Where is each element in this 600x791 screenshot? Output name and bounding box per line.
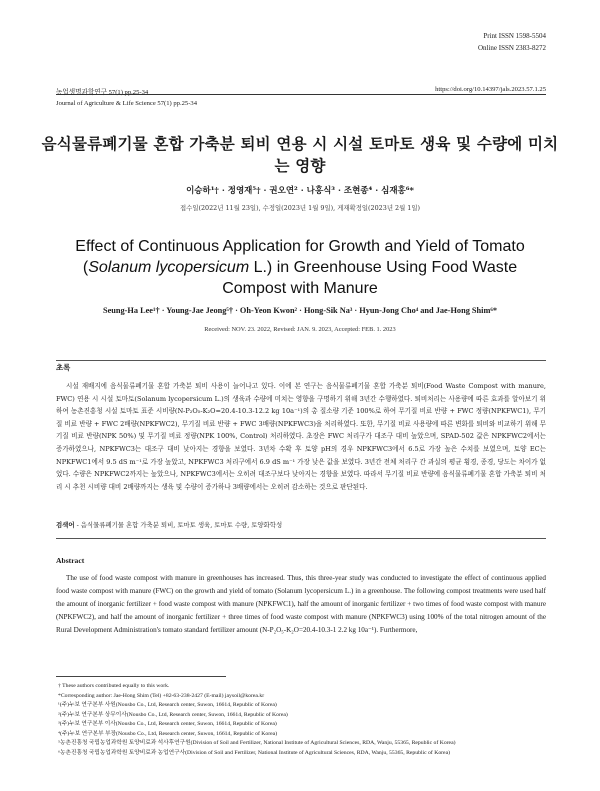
keywords-label: 검색어 xyxy=(56,521,75,529)
footnotes xyxy=(58,682,548,758)
title-korean: 음식물류폐기물 혼합 가축분 퇴비 연용 시 시설 토마토 생육 및 수량에 미치는 영향 xyxy=(41,134,559,175)
abstract-ko-top-rule xyxy=(56,360,546,361)
footnote-affiliation-1: ¹(주)누보 연구본부 사원(Nousbo Co., Ltd, Research center, Suwon, 16614, Republic of Korea) xyxy=(58,702,277,708)
title-english-part2: L.) in Greenhouse Using Food Waste Compost with Manure xyxy=(222,259,518,297)
journal-citation-ko: 농업생명과학연구 57(1) pp.25-34 xyxy=(56,89,149,96)
doi-link[interactable]: https://doi.org/10.14397/jals.2023.57.1.25 xyxy=(435,86,546,93)
authors-english: Seung-Ha Lee¹† · Young-Jae Jeong⁵† · Oh-Yeon Kwon² · Hong-Sik Na³ · Hyun-Jong Cho⁴ and Jae-Hong Shim⁶* xyxy=(102,306,498,315)
abstract-ko-heading: 초록 xyxy=(56,363,71,372)
footnote-affiliation-2: ²(주)누보 연구본부 상무이사(Nousbo Co., Ltd, Research center, Suwon, 16614, Republic of Korea) xyxy=(58,711,288,718)
journal-citation-en: Journal of Agriculture & Life Science 57(1) pp.25-34 xyxy=(56,100,197,107)
dates-english: Received: NOV. 23. 2022, Revised: JAN. 9. 2023, Accepted: FEB. 1. 2023 xyxy=(204,326,396,333)
title-english-part1: Effect of Continuous Application for Growth and Yield of Tomato xyxy=(75,238,525,255)
footnote-affiliation-6: ⁶농촌진흥청 국립농업과학원 토양비료과 농업연구사(Division of Soil and Fertilizer, National Institute of Agricultural Sciences, RDA, Wanju, 55365, Republic of Korea) xyxy=(58,749,451,756)
footnote-affiliation-3: ³(주)누보 연구본부 이사(Nousbo Co., Ltd, Research center, Suwon, 16614, Republic of Korea) xyxy=(58,721,277,727)
footnote-divider xyxy=(56,676,226,677)
print-issn: Print ISSN 1598-5504 xyxy=(483,32,546,40)
footnote-equal-contribution: † These authors contributed equally to this work. xyxy=(58,683,170,689)
abstract-ko-bottom-rule xyxy=(56,538,546,539)
title-english-species: Solanum lycopersicum xyxy=(88,259,250,276)
keywords-list: - 음식물류폐기물 혼합 가축분 퇴비, 토마토 생육, 토마토 수량, 토양화학성 xyxy=(74,521,283,529)
authors-korean: 이승하¹† · 정영재⁵† · 권오연² · 나홍식³ · 조현종⁴ · 심재홍⁶* xyxy=(186,186,414,196)
abstract-ko-body: 시설 재배지에 음식물류폐기물 혼합 가축분 퇴비 사용이 늘어나고 있다. 이에 본 연구는 음식물류폐기물 혼합 가축분 퇴비(Food Waste Compost with manure, FWC) 연용 시 시설 토마토(Solanum lycopersicum L.)의 생육과 수량에 미치는 영향을 구명하기 위해 3년간 수행하였다. 퇴비처리는 사용량에 따른 효과를 알아보기 위하여 농촌진흥청 시설 토마토 표준 시비량(N-P₂O₅-K₂O=20.4-10.3-12.2 kg 10a⁻¹)의 총 질소량 기준 100%로 하여 무기질 비료 반량 + FWC 정량(NPKFWC1), 무기질 비료 반량 + FWC 2배량(NPKFWC2), 무기질 비료 반량 + FWC 3배량(NPKFWC3)을 처리하였다. 또한, 무기질 비료 사용량에 따른 변화를 퇴비와 비교하기 위해 무기질 비료 반량(NPK 50%) 및 무기질 비료 정량(NPK 100%, Control) 처리하였다. 초장은 FWC 처리구가 대조구 대비 높았으며, SPAD-502 값은 NPKFWC2에서는 증가하였으나, NPKFWC3는 대조구 대비 낮아지는 경향을 보였다. 3년차 수확 후 토양 pH의 경우 NPKFWC3에서 6.5로 가장 높은 수치를 보였으며, 토양 EC는 NPKFWC1에서 9.5 dS m⁻¹로 가장 높았고, NPKFWC3 처리구에서 6.9 dS m⁻¹ 가장 낮은 값을 보였다. 3년간 전체 처리구 간 과실의 평균 횡경, 종경, 당도는 차이가 없었다. 수량은 NPKFWC2까지는 높았으나, NPKFWC3에서는 오히려 대조구보다 낮아지는 경향을 보였다. 따라서 무기질 비료 반량에 음식물류폐기물 혼합 가축분 퇴비 처리 시 추천 시비량 대비 2배량까지는 생육 및 수량이 증가하나 3배량에서는 오히려 감소하는 것으로 판단된다. xyxy=(56,382,546,491)
title-english: Effect of Continuous Application for Growth and Yield of Tomato (Solanum lycopersicum L.) in Greenhouse Using Food Waste Compost with Manure xyxy=(75,238,525,297)
online-issn: Online ISSN 2383-8272 xyxy=(477,44,546,52)
header-divider xyxy=(56,94,546,95)
footnote-affiliation-4: ⁴(주)누보 연구본부 부장(Nousbo Co., Ltd, Research center, Suwon, 16614, Republic of Korea) xyxy=(58,730,278,737)
abstract-en-body: The use of food waste compost with manure in greenhouses has increased. Thus, this three-year study was conducted to investigate the effect of continuous applied food waste compost with manure (FWC) on the growth and yield of tomato (Solanum lycopersicum L.) in a greenhouse. The following compost treatments were used half the amount of inorganic fertilizer + food waste compost with manure (NPKFWC1), half the amount of inorganic fertilizer + two times of food waste compost with manure (NPKFWC2), and half the amount of inorganic fertilizer + three times of food waste compost with manure (NPKFWC3) using 100% of the total nitrogen amount of the Rural Development Administration's tomato standard fertilizer amount (N-P₂O₅-K₂O=20.4-10.3-1 2.2 kg 10a⁻¹). Furthermore, xyxy=(56,574,546,634)
dates-korean: 접수일(2022년 11월 23일), 수정일(2023년 1월 9일), 게재확정일(2023년 2월 1일) xyxy=(179,204,421,212)
footnote-affiliation-5: ⁵농촌진흥청 국립농업과학원 토양비료과 석사후연구원(Division of Soil and Fertilizer, National Institute of Agricultural Sciences, RDA, Wanju, 55365, Republic of Korea) xyxy=(58,740,456,746)
footnote-corresponding: *Corresponding author: Jae-Hong Shim (Tel) +82-63-238-2427 (E-mail) jaysoil@korea.kr xyxy=(58,692,265,699)
keywords-ko xyxy=(56,520,546,529)
abstract-en-heading: Abstract xyxy=(56,556,85,565)
issn-block xyxy=(478,30,546,54)
